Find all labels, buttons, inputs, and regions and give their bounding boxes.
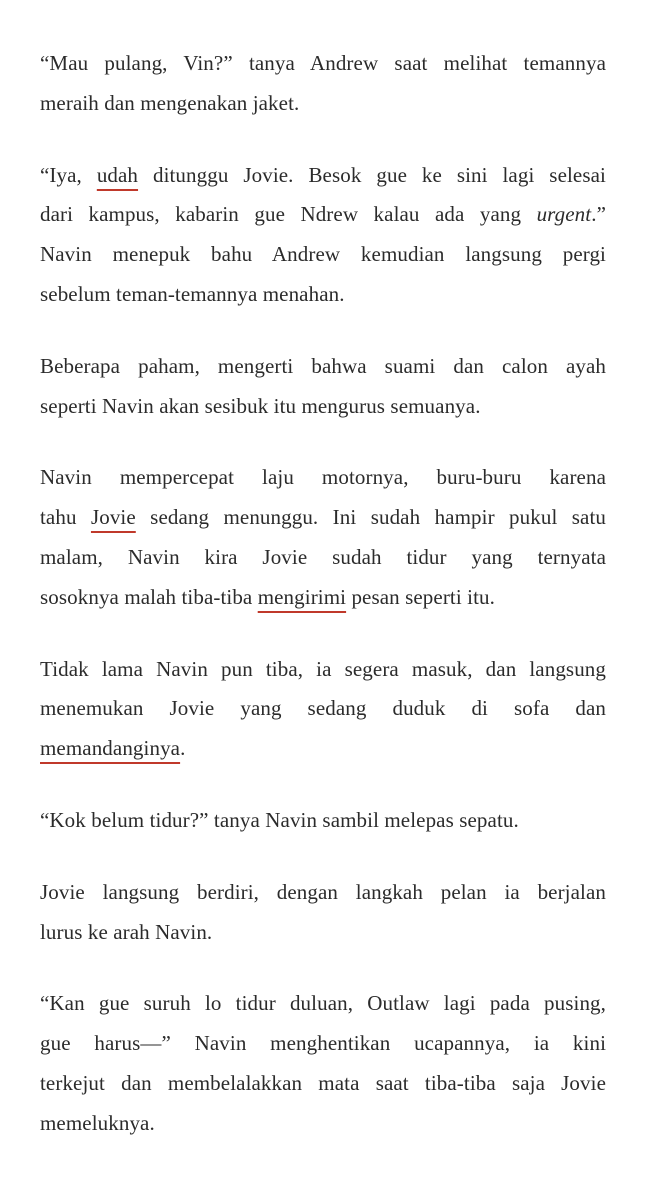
text-run: seperti Navin akan sesibuk itu mengurus semuanya.: [40, 393, 481, 418]
text-line: [40, 348, 606, 384]
text-line: [40, 1025, 606, 1061]
text-line: [40, 196, 606, 232]
text-line: [40, 85, 606, 121]
text-run: gue harus—” Navin menghentikan ucapannya, ia kini: [40, 1031, 606, 1056]
text-line: [40, 499, 606, 535]
text-line: [40, 690, 606, 726]
text-line: [40, 539, 606, 575]
text-run: malam, Navin kira Jovie sudah tidur yang ternyata: [40, 545, 606, 569]
text-run: .”: [591, 202, 606, 227]
text-run: pesan seperti itu.: [346, 584, 495, 609]
text-line: [40, 276, 606, 312]
text-line: [40, 157, 606, 193]
text-run: “Iya,: [40, 162, 97, 187]
text-line: [40, 388, 606, 424]
text-run: Beberapa paham, mengerti bahwa suami dan calon ayah: [40, 353, 606, 378]
text-run: menemukan Jovie yang sedang duduk di sofa dan: [40, 696, 606, 721]
text-run: Jovie langsung berdiri, dengan langkah pelan ia berjalan: [40, 879, 606, 904]
text-line: [40, 1105, 606, 1141]
italic-word: urgent: [536, 202, 592, 227]
text-run: “Kok belum tidur?” tanya Navin sambil melepas sepatu.: [40, 808, 519, 832]
text-run: sebelum teman-temannya menahan.: [40, 282, 345, 306]
text-line: [40, 802, 606, 838]
text-run: sedang menunggu. Ini sudah hampir pukul satu: [135, 505, 607, 530]
text-line: [40, 914, 606, 950]
text-line: [40, 651, 606, 687]
underlined-word: udah: [96, 162, 139, 187]
underlined-word: Jovie: [90, 505, 136, 530]
text-line: [40, 236, 606, 272]
text-run: “Mau pulang, Vin?” tanya Andrew saat melihat temannya: [40, 51, 606, 75]
text-line: [40, 459, 606, 495]
text-run: sosoknya malah tiba-tiba: [40, 584, 258, 609]
text-run: “Kan gue suruh lo tidur duluan, Outlaw lagi pada pusing,: [40, 991, 606, 1016]
text-run: terkejut dan membelalakkan mata saat tiba-tiba saja Jovie: [40, 1071, 606, 1095]
text-line: [40, 45, 606, 81]
text-line: [40, 985, 606, 1021]
text-run: tahu: [40, 505, 91, 530]
text-run: Navin menepuk bahu Andrew kemudian langsung pergi: [40, 242, 606, 267]
text-line: [40, 874, 606, 910]
text-run: meraih dan mengenakan jaket.: [40, 90, 300, 115]
text-run: dari kampus, kabarin gue Ndrew kalau ada yang: [40, 202, 537, 227]
text-line: [40, 579, 606, 615]
text-line: [40, 1065, 606, 1101]
text-run: .: [180, 736, 186, 761]
text-run: Tidak lama Navin pun tiba, ia segera masuk, dan langsung: [40, 656, 606, 681]
text-run: ditunggu Jovie. Besok gue ke sini lagi selesai: [138, 162, 606, 187]
text-run: Navin mempercepat laju motornya, buru-buru karena: [40, 465, 606, 490]
underlined-word: memandanginya: [40, 736, 181, 761]
text-run: memeluknya.: [40, 1110, 155, 1135]
text-line: [40, 730, 606, 766]
underlined-word: mengirimi: [257, 584, 347, 609]
text-run: lurus ke arah Navin.: [40, 919, 213, 944]
